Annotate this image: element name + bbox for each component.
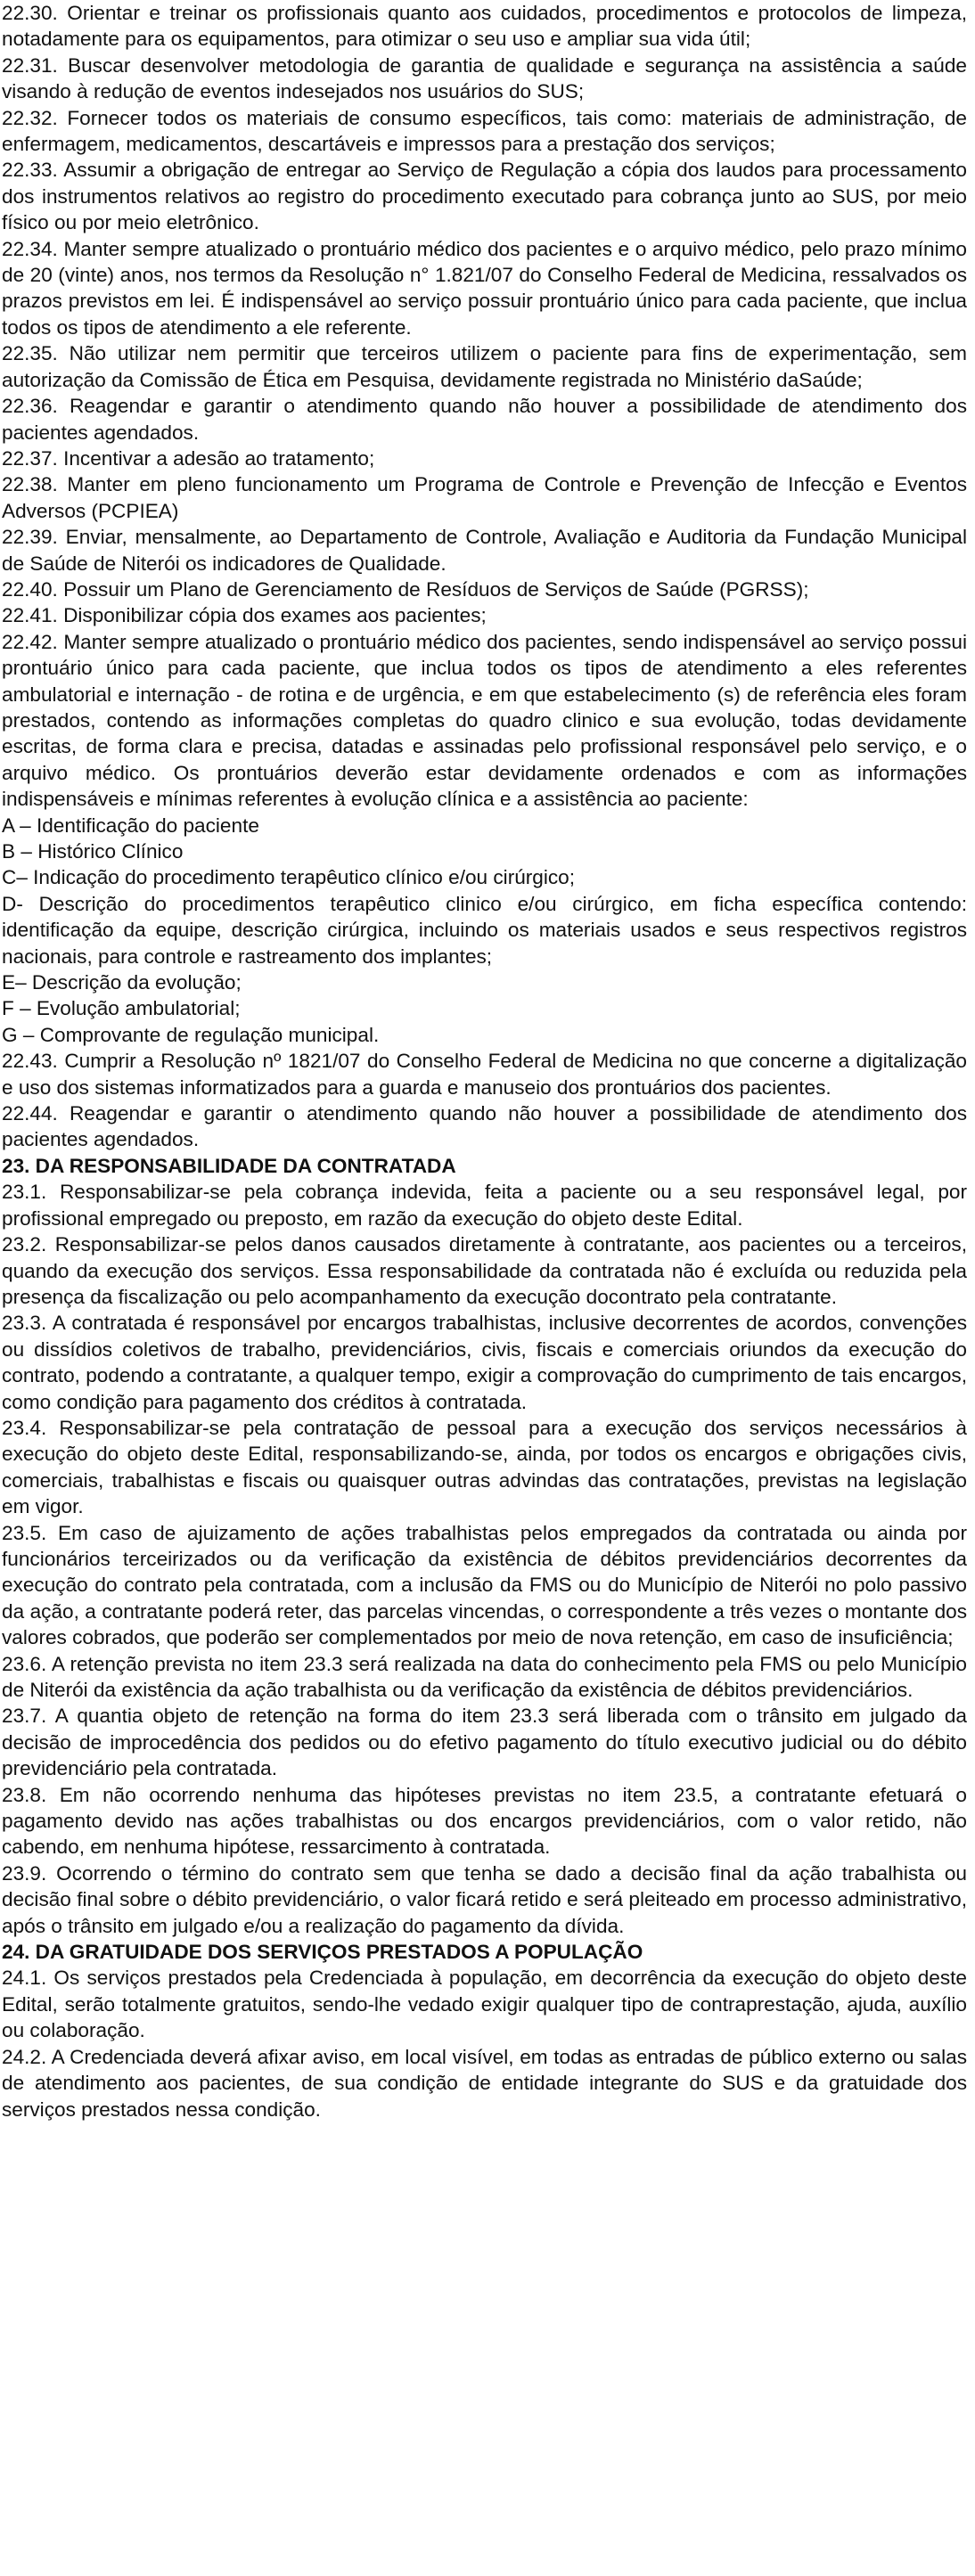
section-heading-23: 23. DA RESPONSABILIDADE DA CONTRATADA — [2, 1154, 456, 1177]
section-heading-24: 24. DA GRATUIDADE DOS SERVIÇOS PRESTADOS A POPULAÇÃO — [2, 1941, 643, 1964]
clause-23-8: 23.8. Em não ocorrendo nenhuma das hipóteses previstas no item 23.5, a contratante efetuará o pagamento devido nas ações trabalhistas ou dos encargos previdenciários, com o valor retido, não cabendo, em nenhuma hipótese, ressarcimento à contratada. — [2, 1783, 967, 1859]
clause-24-1: 24.1. Os serviços prestados pela Credenciada à população, em decorrência da execução do objeto deste Edital, serão totalmente gratuitos, sendo-lhe vedado exigir qualquer tipo de contraprestação, ajuda, auxílio ou colaboração. — [2, 1967, 967, 2042]
clause-22-36: 22.36. Reagendar e garantir o atendimento quando não houver a possibilidade de atendimento dos pacientes agendados. — [2, 395, 967, 444]
list-item-a: A – Identificação do paciente — [2, 814, 259, 837]
clause-23-3: 23.3. A contratada é responsável por encargos trabalhistas, inclusive decorrentes de acordos, convenções ou dissídios coletivos de trabalho, previdenciários, civis, fiscais e comerciais oriundos da execução do contrato, podendo a contratante, a qualquer tempo, exigir a comprovação do cumprimento de tais encargos, como condição para pagamento dos créditos à contratada. — [2, 1312, 967, 1413]
clause-22-31: 22.31. Buscar desenvolver metodologia de garantia de qualidade e segurança na assistência a saúde visando à redução de eventos indesejados nos usuários do SUS; — [2, 53, 967, 103]
list-item-g: G – Comprovante de regulação municipal. — [2, 1023, 380, 1046]
clause-22-43: 22.43. Cumprir a Resolução nº 1821/07 do Conselho Federal de Medicina no que concerne a digitalização e uso dos sistemas informatizados para a guarda e manuseio dos prontuários dos pacientes. — [2, 1050, 967, 1099]
clause-23-4: 23.4. Responsabilizar-se pela contratação de pessoal para a execução dos serviços necessários à execução do objeto deste Edital, responsabilizando-se, ainda, por todos os encargos e obrigações civis, comerciais, trabalhistas e fiscais ou quaisquer outras advindas das contratações, previstas na legislação em vigor. — [2, 1416, 967, 1518]
list-item-e: E– Descrição da evolução; — [2, 971, 242, 994]
clause-23-9: 23.9. Ocorrendo o término do contrato sem que tenha se dado a decisão final da ação trabalhista ou decisão final sobre o débito previdenciário, o valor ficará retido e será pleiteado em processo administrativo, após o trânsito em julgado e/ou a realização do pagamento da dívida. — [2, 1861, 967, 1937]
clause-22-34: 22.34. Manter sempre atualizado o prontuário médico dos pacientes e o arquivo médico, pelo prazo mínimo de 20 (vinte) anos, nos termos da Resolução n° 1.821/07 do Conselho Federal de Medicina, ressalvados os prazos previstos em lei. É indispensável ao serviço possuir prontuário único para cada paciente, que inclua todos os tipos de atendimento a ele referente. — [2, 237, 967, 339]
clause-24-2: 24.2. A Credenciada deverá afixar aviso, em local visível, em todas as entradas de público externo ou salas de atendimento aos pacientes, de sua condição de entidade integrante do SUS e da gratuidade dos serviços prestados nessa condição. — [2, 2045, 967, 2121]
clause-22-30: 22.30. Orientar e treinar os profissionais quanto aos cuidados, procedimentos e protocolos de limpeza, notadamente para os equipamentos, para otimizar o seu uso e ampliar sua vida útil; — [2, 2, 967, 51]
clause-23-7: 23.7. A quantia objeto de retenção na forma do item 23.3 será liberada com o trânsito em julgado da decisão de improcedência dos pedidos ou do efetivo pagamento do título executivo judicial ou do débito previdenciário pela contratada. — [2, 1705, 967, 1780]
clause-22-44: 22.44. Reagendar e garantir o atendimento quando não houver a possibilidade de atendimento dos pacientes agendados. — [2, 1102, 967, 1151]
clause-22-40: 22.40. Possuir um Plano de Gerenciamento de Resíduos de Serviços de Saúde (PGRSS); — [2, 577, 809, 601]
clause-22-41: 22.41. Disponibilizar cópia dos exames aos pacientes; — [2, 604, 487, 627]
clause-22-37: 22.37. Incentivar a adesão ao tratamento; — [2, 446, 375, 470]
clause-22-33: 22.33. Assumir a obrigação de entregar ao Serviço de Regulação a cópia dos laudos para processamento dos instrumentos relativos ao registro do procedimento executado para cobrança junto ao SUS, por meio físico ou por meio eletrônico. — [2, 159, 967, 234]
list-item-f: F – Evolução ambulatorial; — [2, 997, 241, 1020]
list-item-b: B – Histórico Clínico — [2, 840, 184, 863]
clause-22-35: 22.35. Não utilizar nem permitir que terceiros utilizem o paciente para fins de experimentação, sem autorização da Comissão de Ética em Pesquisa, devidamente registrada no Ministério daSaúde; — [2, 342, 967, 391]
clause-23-1: 23.1. Responsabilizar-se pela cobrança indevida, feita a paciente ou a seu responsável legal, por profissional empregado ou preposto, em razão da execução do objeto deste Edital. — [2, 1181, 967, 1230]
clause-22-38: 22.38. Manter em pleno funcionamento um Programa de Controle e Prevenção de Infecção e Eventos Adversos (PCPIEA) — [2, 473, 967, 522]
clause-22-39: 22.39. Enviar, mensalmente, ao Departamento de Controle, Avaliação e Auditoria da Fundação Municipal de Saúde de Niterói os indicadores de Qualidade. — [2, 526, 967, 575]
list-item-c: C– Indicação do procedimento terapêutico clínico e/ou cirúrgico; — [2, 866, 576, 889]
list-item-d: D- Descrição do procedimentos terapêutico clinico e/ou cirúrgico, em ficha específica contendo: identificação da equipe, descrição cirúrgica, incluindo os materiais usados e seus respectivos registros nacionais, para controle e rastreamento dos implantes; — [2, 892, 967, 968]
clause-23-6: 23.6. A retenção prevista no item 23.3 será realizada na data do conhecimento pela FMS ou pelo Município de Niterói da existência da ação trabalhista ou da verificação da existência de débitos previdenciários. — [2, 1652, 967, 1701]
clause-23-5: 23.5. Em caso de ajuizamento de ações trabalhistas pelos empregados da contratada ou ainda por funcionários terceirizados ou da verificação da existência de débitos previdenciários decorrentes da execução do contrato pela contratada, com a inclusão da FMS ou do Município de Niterói no polo passivo da ação, a contratante poderá reter, das parcelas vincendas, o correspondente a três vezes o montante dos valores cobrados, que poderão ser complementados por meio de nova retenção, em caso de insuficiência; — [2, 1521, 967, 1649]
clause-22-32: 22.32. Fornecer todos os materiais de consumo específicos, tais como: materiais de administração, de enfermagem, medicamentos, descartáveis e impressos para a prestação dos serviços; — [2, 106, 967, 156]
clause-23-2: 23.2. Responsabilizar-se pelos danos causados diretamente à contratante, aos pacientes ou a terceiros, quando da execução dos serviços. Essa responsabilidade da contratada não é excluída ou reduzida pela presença da fiscalização ou pelo acompanhamento da execução docontrato pela contratante. — [2, 1233, 967, 1308]
clause-22-42: 22.42. Manter sempre atualizado o prontuário médico dos pacientes, sendo indispensável ao serviço possui prontuário único para cada paciente, que inclua todos os tipos de atendimento a eles referentes ambulatorial e internação - de rotina e de urgência, e em que estabelecimento (s) de referência eles foram prestados, contendo as informações completas do quadro clinico e sua evolução, todas devidamente escritas, de forma clara e precisa, datadas e assinadas pelo profissional responsável pelo serviço, e o arquivo médico. Os prontuários deverão estar devidamente ordenados e com as informações indispensáveis e mínimas referentes à evolução clínica e a assistência ao paciente: — [2, 630, 967, 811]
